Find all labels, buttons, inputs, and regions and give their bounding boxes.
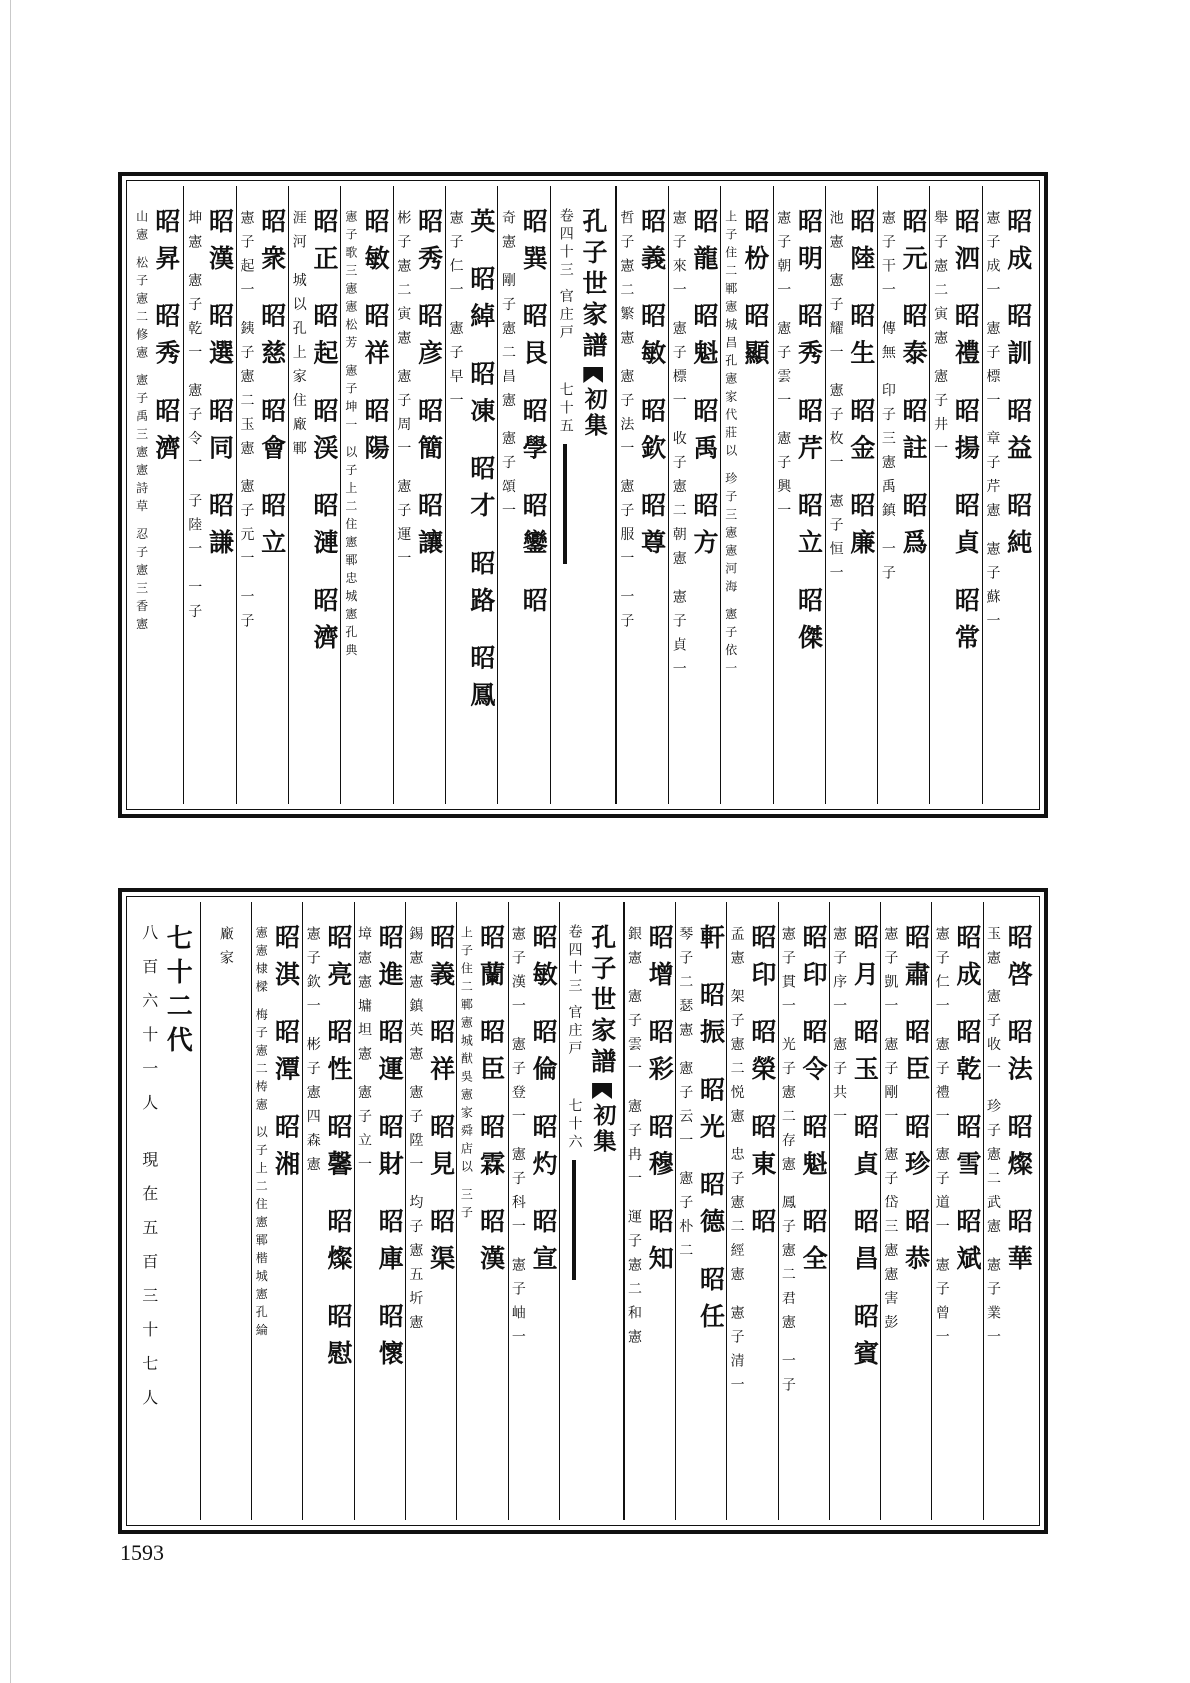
names: 昭蘭 昭臣 昭霖 昭漢	[476, 924, 506, 1283]
generation-column	[302, 902, 353, 1520]
names: 英 昭綽 昭凍 昭才 昭路 昭鳳	[466, 208, 496, 719]
generation-column	[624, 902, 675, 1520]
names: 軒 昭振 昭光 昭德 昭任	[696, 924, 726, 1340]
generation-column	[773, 186, 825, 804]
names: 昭淇 昭潭 昭湘	[271, 924, 301, 1188]
generation-column	[497, 186, 549, 804]
book-title: 孔子世家譜	[578, 208, 608, 363]
edition: 初集	[580, 387, 608, 439]
names: 昭成 昭訓 昭益 昭純	[1003, 208, 1033, 567]
generation-column	[354, 902, 405, 1520]
names: 昭元 昭泰 昭註 昭爲	[899, 208, 929, 567]
annotations: 奇憲 剛子憲二昌憲 憲子頌一	[499, 210, 516, 527]
generation-column	[720, 186, 772, 804]
names: 昭敏 昭祥 昭陽	[361, 208, 391, 472]
names: 昭肅 昭臣 昭珍 昭恭	[901, 924, 931, 1283]
names: 昭印 昭榮 昭東 昭	[747, 924, 777, 1246]
generation-column	[825, 186, 877, 804]
generation-column	[983, 902, 1034, 1520]
generation-column	[236, 186, 288, 804]
names: 昭正 昭起 昭渓 昭漣 昭濟	[310, 208, 340, 661]
annotations: 孟憲 架子憲二悦憲 忠子憲二經憲 憲子清一	[728, 926, 745, 1402]
names: 昭啓 昭法 昭燦 昭華	[1004, 924, 1034, 1283]
volume-label: 卷四十三 官庄戸	[566, 924, 583, 1059]
generation-column	[929, 186, 981, 804]
annotations: 墇憲憲墉坦憲 憲子立一	[356, 926, 373, 1181]
bottom-genealogy-table	[118, 888, 1048, 1534]
generation-column	[982, 186, 1034, 804]
annotations: 上子住二鄆憲城昌孔憲家代莊以 珍子三憲憲河海 憲子依一	[723, 210, 738, 680]
generation-column	[508, 902, 559, 1520]
generation-column	[616, 186, 668, 804]
annotations: 憲子朝一 憲子雲一 憲子興一	[775, 210, 792, 527]
annotations: 憲子漢一 憲子登一 憲子科一 憲子岫一	[509, 926, 526, 1354]
names: 昭印 昭令 昭魁 昭全	[799, 924, 829, 1283]
generation-column	[778, 902, 829, 1520]
generation-column	[393, 186, 445, 804]
annotations: 憲子貫一 光子憲二存憲 鳳子憲二君憲 一子	[779, 926, 796, 1402]
folio-number: 七十六	[566, 1098, 583, 1153]
generation-column	[726, 902, 777, 1520]
names: 昭月 昭玉 昭貞 昭昌 昭賓	[850, 924, 880, 1377]
generation-column	[251, 902, 302, 1520]
fishtail-mark-icon	[592, 1083, 612, 1099]
names: 昭衆 昭慈 昭會 昭立	[257, 208, 287, 567]
annotations: 坤憲 憲子乾一 憲子令一 子陸一 一子	[186, 210, 203, 628]
top-genealogy-table	[118, 172, 1048, 818]
generation-column	[829, 902, 880, 1520]
annotations: 銀憲 憲子雲一 憲子冉一 運子憲二和憲	[626, 926, 643, 1354]
annotations: 山憲 松子憲二修憲 憲子禹三憲憲詩草 忍子憲三香憲	[134, 210, 149, 636]
names: 昭增 昭彩 昭穆 昭知	[645, 924, 675, 1283]
generation-column	[456, 902, 507, 1520]
annotations: 憲子來一 憲子標一 收子憲二朝憲 憲子貞一	[670, 210, 687, 686]
generation-column	[183, 186, 235, 804]
annotations: 憲子干一 傳無 印子三憲禹鎮 一子	[879, 210, 896, 590]
annotations: 廠家	[217, 926, 234, 974]
generation-column	[880, 902, 931, 1520]
book-spine-label	[559, 902, 624, 1520]
scan-edge-line	[10, 0, 11, 1683]
generation-column	[877, 186, 929, 804]
annotations: 憲子仁一 憲子早一	[447, 210, 464, 417]
names: 昭敏 昭倫 昭灼 昭宣	[529, 924, 559, 1283]
edition: 初集	[589, 1103, 617, 1155]
generation-summary-column	[132, 902, 200, 1520]
generation-column	[675, 902, 726, 1520]
annotations: 憲子起一 銕子憲二玉憲 憲子元一 一子	[238, 210, 255, 638]
generation-column	[288, 186, 340, 804]
annotations: 憲子凱一 憲子剛一 憲子岱三憲憲害彭	[882, 926, 899, 1339]
annotations: 憲子欽一 彬子憲四森憲	[304, 926, 321, 1181]
annotations: 憲憲棣樑 梅子憲二梼憲 以子上二住憲鄆楷城憲孔綸	[254, 926, 269, 1342]
folio-number: 七十五	[557, 382, 574, 437]
names: 昭明 昭秀 昭芹 昭立 昭傑	[794, 208, 824, 661]
generation-column	[340, 186, 392, 804]
generation-column	[445, 186, 497, 804]
annotations: 憲子序一 憲子共一	[831, 926, 848, 1133]
spine-rule	[563, 444, 567, 564]
names: 昭秀 昭彦 昭簡 昭讓	[414, 208, 444, 567]
annotations: 哲子憲二繁憲 憲子法一 憲子服一 一子	[618, 210, 635, 638]
generation-column	[200, 902, 251, 1520]
annotations: 玉憲 憲子收一 珍子憲二武憲 憲子業一	[984, 926, 1001, 1354]
annotations: 池憲 憲子耀一 憲子枚一 憲子恒一	[827, 210, 844, 590]
names: 昭成 昭乾 昭雪 昭斌	[952, 924, 982, 1283]
annotations: 錫憲憲鎮英憲 憲子陞一 均子憲五圻憲	[407, 926, 424, 1339]
annotations: 琴子二瑟憲 憲子云一 憲子朴二	[677, 926, 694, 1267]
annotations: 彬子憲二寅憲 憲子周一 憲子運一	[395, 210, 412, 575]
book-spine-label	[550, 186, 616, 804]
generation-column	[931, 902, 982, 1520]
names: 昭龍 昭魁 昭禹 昭方	[689, 208, 719, 567]
names: 昭泗 昭禮 昭揚 昭貞 昭常	[951, 208, 981, 661]
spine-rule	[572, 1160, 576, 1280]
annotations: 憲子成一 憲子標一 章子芹憲 憲子蘇一	[984, 210, 1001, 638]
names: 昭義 昭祥 昭見 昭渠	[426, 924, 456, 1283]
annotations: 上子住二鄆憲城猷吳憲家舜店以 三子	[459, 926, 474, 1224]
names: 昭進 昭運 昭財 昭庫 昭懷	[375, 924, 405, 1377]
generation-counts: 八百六十一人 現在五百三十七人	[139, 924, 159, 1424]
page-number: 1593	[120, 1540, 164, 1565]
generation-column	[132, 186, 183, 804]
generation-column	[405, 902, 456, 1520]
annotations: 涯河 城以孔上家住廠鄆	[290, 210, 307, 465]
annotations: 憲子仁一 憲子禮一 憲子道一 憲子曾一	[933, 926, 950, 1354]
volume-label: 卷四十三 官庄戸	[557, 208, 574, 343]
names: 昭枌 昭顯	[740, 208, 770, 377]
annotations: 憲子歌三憲憲松芳 憲子坤一 以子上二住憲鄆忠城憲孔典	[343, 210, 358, 662]
names: 昭漢 昭選 昭同 昭謙	[205, 208, 235, 567]
generation-title: 七十二代	[162, 924, 193, 1060]
fishtail-mark-icon	[583, 367, 603, 383]
names: 昭陸 昭生 昭金 昭廉	[846, 208, 876, 567]
book-title: 孔子世家譜	[587, 924, 617, 1079]
generation-column	[668, 186, 720, 804]
names: 昭昇 昭秀 昭濟	[151, 208, 181, 472]
names: 昭義 昭敏 昭欽 昭尊	[637, 208, 667, 567]
annotations: 舉子憲二寅憲 憲子井一	[932, 210, 949, 465]
names: 昭亮 昭性 昭馨 昭燦 昭慰	[324, 924, 353, 1377]
names: 昭巽 昭艮 昭學 昭鑾 昭	[519, 208, 549, 624]
